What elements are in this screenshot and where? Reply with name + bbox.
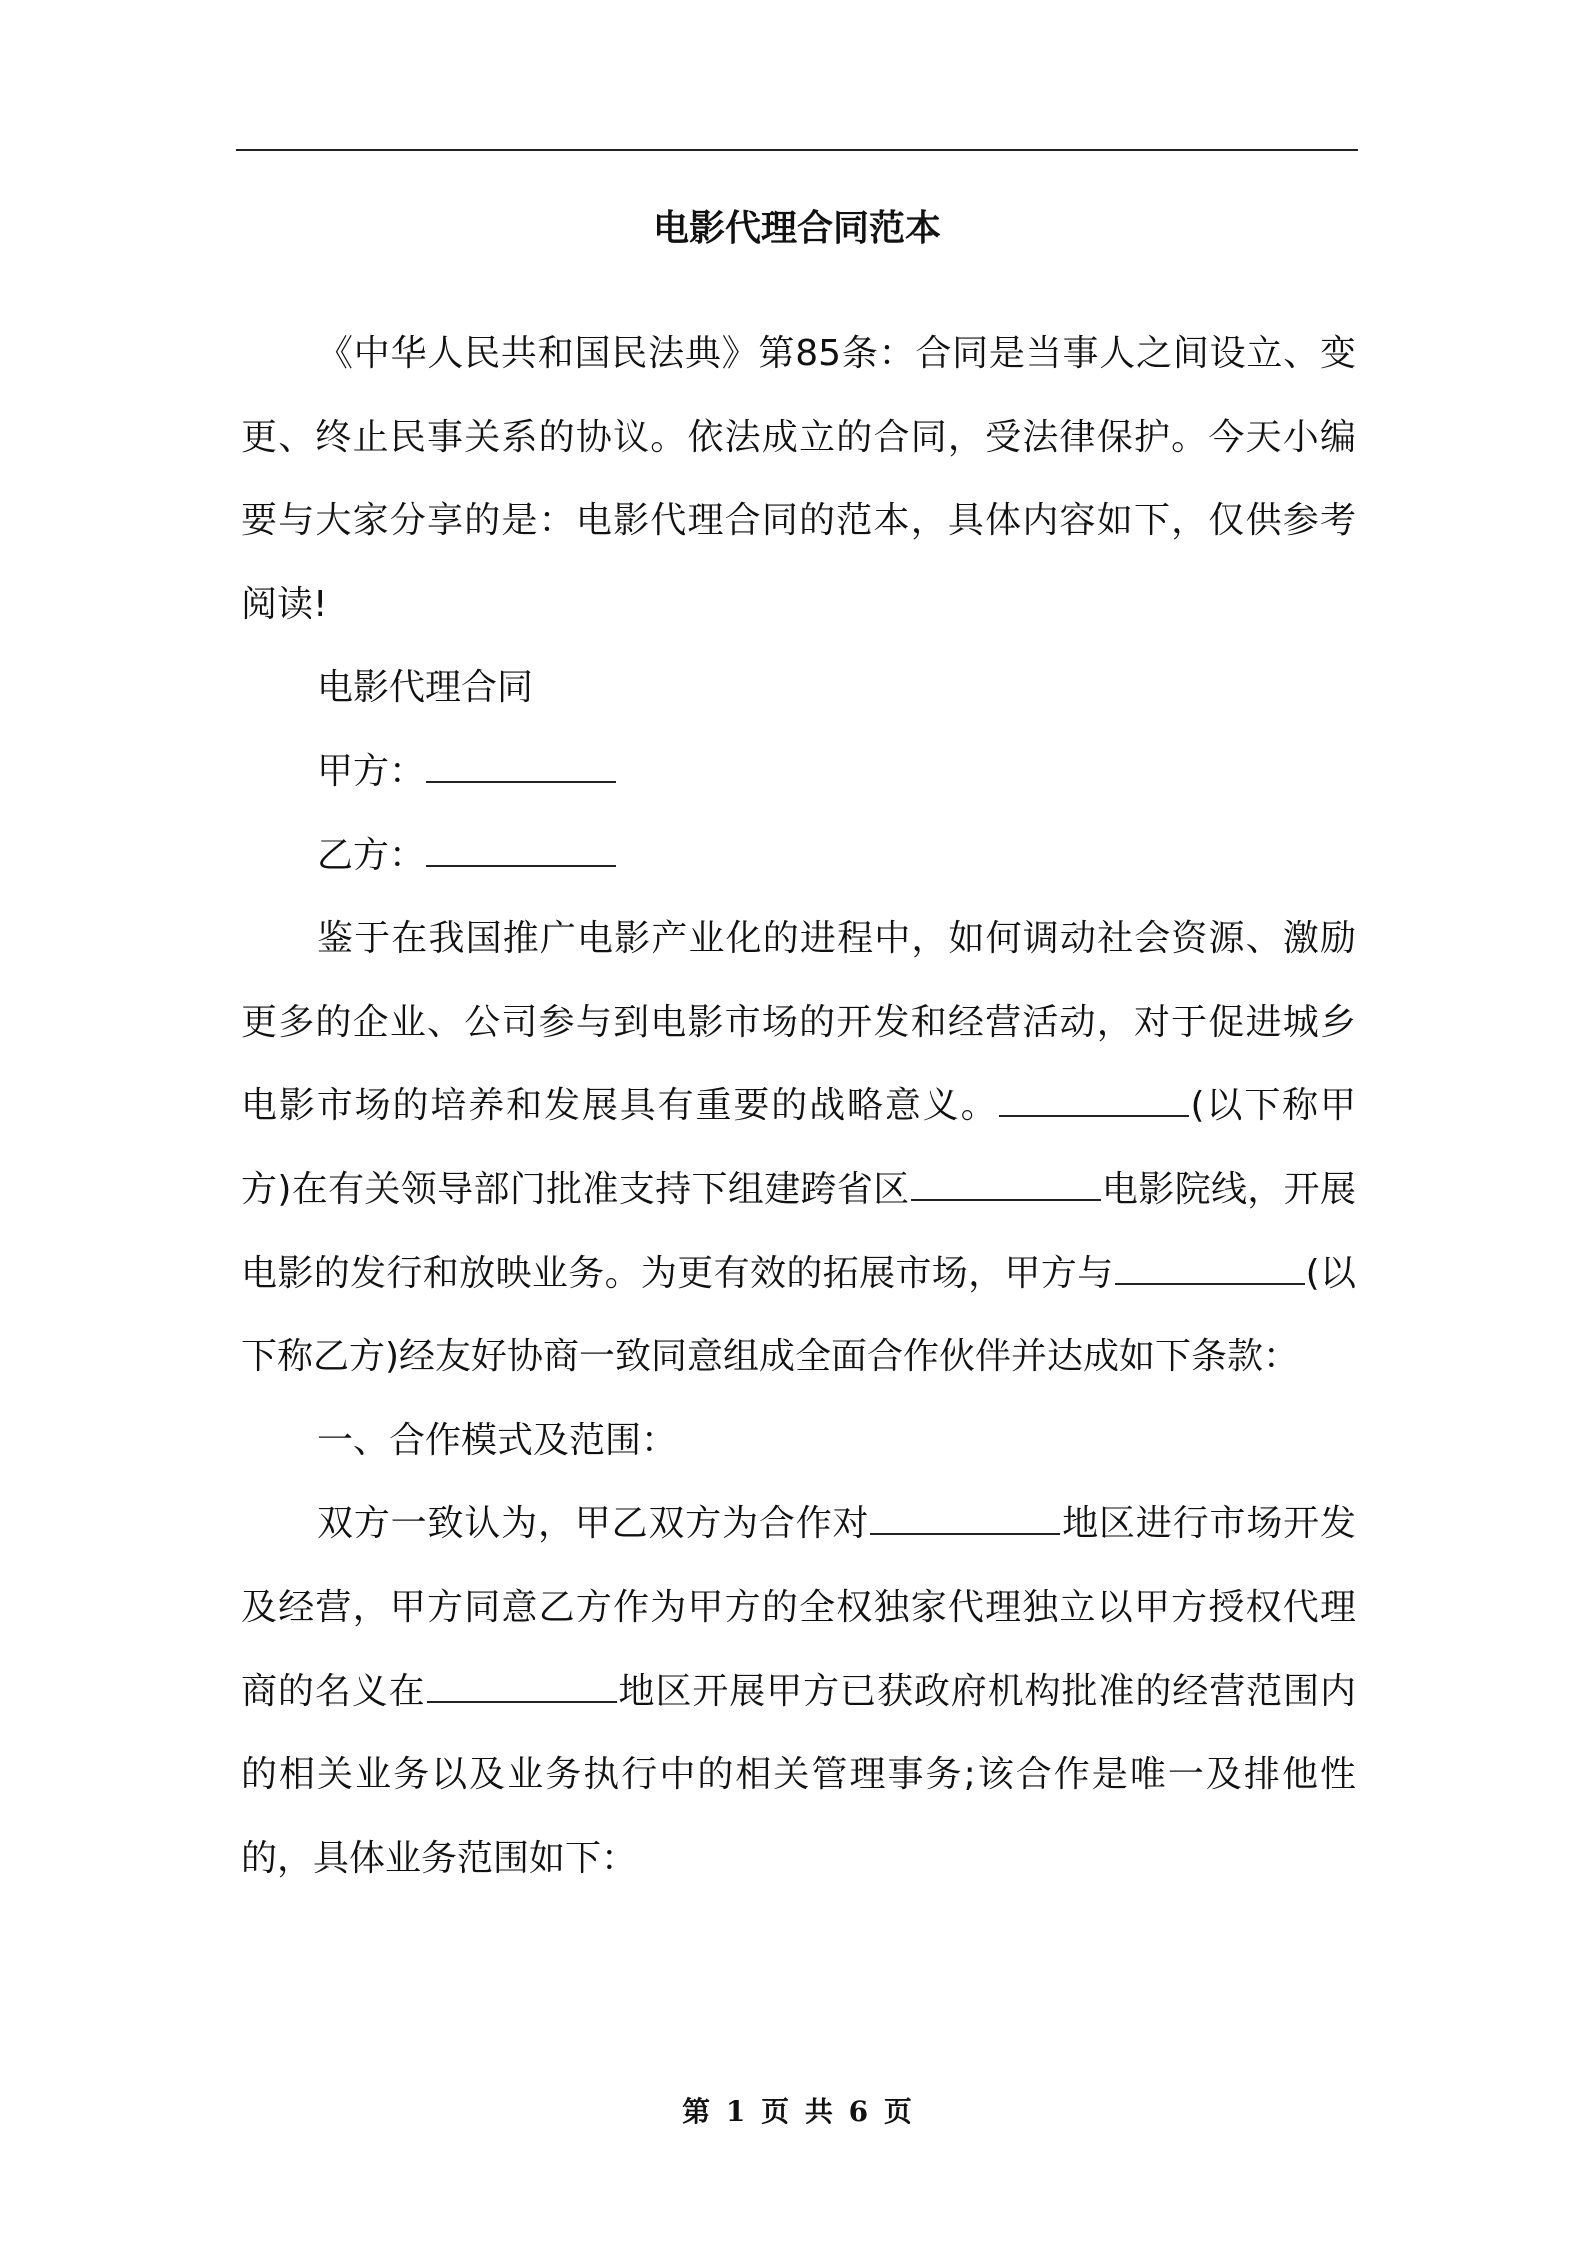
cooperation-region-blank [870, 1505, 1060, 1535]
document-body [241, 312, 1356, 1900]
party-b-line [241, 814, 1356, 898]
party-a-label: 甲方： [317, 750, 426, 792]
region-blank [911, 1171, 1101, 1201]
party-a-blank [426, 753, 616, 783]
section-1-paragraph [241, 1482, 1356, 1900]
contract-heading: 电影代理合同 [317, 667, 534, 709]
intro-paragraph: 《中华人民共和国民法典》第85条：合同是当事人之间设立、变更、终止民事关系的协议。依法成立的合同，受法律保护。今天小编要与大家分享的是：电影代理合同的范本，具体内容如下，仅供参考阅读! [241, 333, 1356, 625]
preamble-text-2: (以下称甲方)在有关领导部门批准支持下组建跨省区 [241, 1085, 1356, 1210]
preamble-text-4: (以下称乙方)经友好协商一致同意组成全面合作伙伴并达成如下条款： [241, 1252, 1356, 1378]
section-1-text-3: 地区开展甲方已获政府机构批准的经营范围内的相关业务以及业务执行中的相关管理事务;该合作是唯一及排他性的，具体业务范围如下： [241, 1670, 1356, 1879]
section-1-heading: 一、合作模式及范围： [317, 1419, 678, 1461]
preamble-text-3: 电影院线，开展电影的发行和放映业务。为更有效的拓展市场，甲方与 [241, 1168, 1356, 1294]
party-b-name-blank [1115, 1255, 1305, 1285]
party-b-label: 乙方： [317, 834, 426, 876]
section-1-text-2: 地区进行市场开发及经营，甲方同意乙方作为甲方的全权独家代理独立以甲方授权代理商的名义在 [241, 1503, 1356, 1712]
header-rule [236, 149, 1358, 151]
operation-region-blank [427, 1673, 617, 1703]
party-a-line [241, 730, 1356, 814]
section-1-text-1: 双方一致认为，甲乙双方为合作对 [317, 1503, 870, 1545]
preamble-paragraph [241, 897, 1356, 1399]
party-a-name-blank [999, 1087, 1189, 1117]
preamble-text-1: 鉴于在我国推广电影产业化的进程中，如何调动社会资源、激励更多的企业、公司参与到电影市场的开发和经营活动，对于促进城乡电影市场的培养和发展具有重要的战略意义。 [241, 918, 1356, 1127]
page-footer: 第 1 页 共 6 页 [682, 2095, 912, 2128]
party-b-blank [426, 837, 616, 867]
document-title: 电影代理合同范本 [652, 208, 941, 249]
